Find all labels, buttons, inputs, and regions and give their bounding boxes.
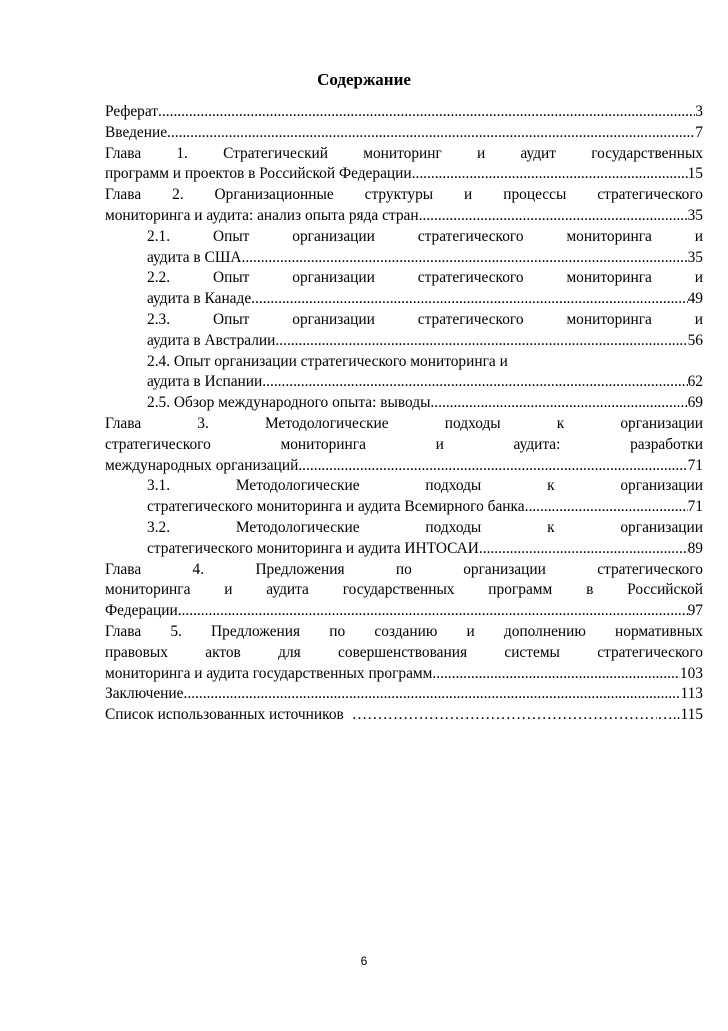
dot-leader [241,248,687,269]
toc-entry-title: Глава 3. Методологические подходы к организации [105,414,703,432]
toc-entry-title-end: мониторинга и аудита государственных программ [105,664,433,682]
toc-entry-section-2-1[interactable] [147,227,703,269]
toc-entry-section-2-2[interactable] [147,268,703,310]
toc-entry-section-3-2[interactable] [147,518,703,560]
toc-entry-title-end: аудита в Канаде [147,290,252,308]
toc-entry-section-2-3[interactable] [147,310,703,352]
toc-line [147,372,703,393]
dot-leader [251,289,687,310]
toc-page-number: 35 [687,248,703,266]
toc-entry-title: Глава 4. Предложения по организации стратегического [105,560,703,578]
toc-entry-chapter-4[interactable] [105,560,703,622]
toc-entry-title: Глава 2. Организационные структуры и процессы стратегического [105,186,703,204]
toc-entry-title: Глава 5. Предложения по созданию и дополнению нормативных [105,622,703,640]
toc-entry-chapter-5[interactable] [105,622,703,684]
toc-entry-conclusion[interactable] [105,684,703,705]
toc-line [105,456,703,477]
toc-page-number: 62 [687,373,703,391]
toc-line [105,102,703,123]
toc-entry-references[interactable] [105,705,703,726]
toc-entry-title: 3.2. Методологические подходы к организации [147,518,703,536]
toc-page-number: 113 [680,685,703,703]
toc-entry-chapter-2[interactable] [105,185,703,227]
toc-page-number: 89 [687,539,703,557]
toc-entry-title: 2.1. Опыт организации стратегического мониторинга и [147,227,703,245]
toc-line [105,164,703,185]
dot-leader [352,705,658,726]
toc-entry-chapter-1[interactable] [105,144,703,186]
toc-line [105,601,703,622]
toc-page-number: 15 [687,165,703,183]
toc-line [147,393,703,414]
toc-entry-title-end: программ и проектов в Российской Федерации [105,165,412,183]
toc-line [105,684,703,705]
toc-entry-title: 2.3. Опыт организации стратегического мониторинга и [147,310,703,328]
page-number: 6 [360,954,368,968]
dot-leader [525,497,688,518]
toc-entry-title-end: аудита в Австралии [147,331,276,349]
page-title: Содержание [317,70,411,89]
toc-entry-title-end: аудита в США [147,248,242,266]
toc-page-number: …..115 [657,706,703,724]
toc-line [105,664,703,685]
toc-line [147,497,703,518]
toc-entry-chapter-3[interactable] [105,414,703,476]
toc-entry-title-cont: мониторинга и аудита государственных программ в Российской [105,581,703,599]
dot-leader [412,164,688,185]
toc-entry-title-cont: стратегического мониторинга и аудита: разработки [105,435,703,453]
dot-leader [178,601,688,622]
dot-leader [184,684,681,705]
toc-page-number: 49 [687,290,703,308]
toc-line [147,331,703,352]
toc-page-number: 103 [679,664,703,682]
toc-entry-introduction[interactable] [105,123,703,144]
toc-line [147,289,703,310]
toc-line [105,705,703,726]
toc-page-number: 97 [687,602,703,620]
toc-entry-title: Список использованных источников [105,706,344,724]
toc-entry-abstract[interactable] [105,102,703,123]
toc-entry-title: Введение [105,123,168,141]
toc-entry-title-end: стратегического мониторинга и аудита ИНТОСАИ [147,539,479,557]
dot-leader [298,456,687,477]
toc-entry-title-end: стратегического мониторинга и аудита Всемирного банка [147,498,525,516]
toc-line [105,206,703,227]
toc-entry-title: 2.2. Опыт организации стратегического мониторинга и [147,269,703,287]
toc-page-number: 7 [695,123,703,141]
toc-page-number: 69 [687,394,703,412]
toc-entry-title-end: мониторинга и аудита: анализ опыта ряда стран [105,206,419,224]
toc-page-number: 3 [695,103,703,120]
dot-leader [419,206,688,227]
toc-entry-title-end: Федерации [105,602,178,620]
toc-entry-title: Реферат [105,103,159,120]
dot-leader [479,539,688,560]
dot-leader [167,123,695,144]
toc-page-number: 35 [687,206,703,224]
toc-entry-section-2-5[interactable] [147,393,703,414]
toc-line [147,248,703,269]
toc-entry-title: Заключение [105,685,184,703]
toc-page-number: 71 [687,498,703,516]
toc-line [147,539,703,560]
toc-line [105,123,703,144]
toc-entry-title-end: международных организаций [105,456,299,474]
toc-entry-section-3-1[interactable] [147,476,703,518]
dot-leader [275,331,687,352]
dot-leader [430,393,687,414]
dot-leader [158,102,695,123]
toc-entry-section-2-4[interactable] [147,352,703,394]
toc-entry-title: 2.5. Обзор международного опыта: выводы [147,394,431,412]
toc-entry-title: 2.4. Опыт организации стратегического мониторинга и [147,352,508,370]
toc-entry-title-cont: правовых актов для совершенствования системы стратегического [105,643,703,661]
table-of-contents [105,102,703,726]
toc-entry-title: 3.1. Методологические подходы к организации [147,477,703,495]
toc-page-number: 71 [687,456,703,474]
dot-leader [262,372,687,393]
toc-entry-title: Глава 1. Стратегический мониторинг и аудит государственных [105,144,703,162]
dot-leader [432,664,680,685]
toc-page-number: 56 [687,331,703,349]
toc-entry-title-end: аудита в Испании [147,373,263,391]
